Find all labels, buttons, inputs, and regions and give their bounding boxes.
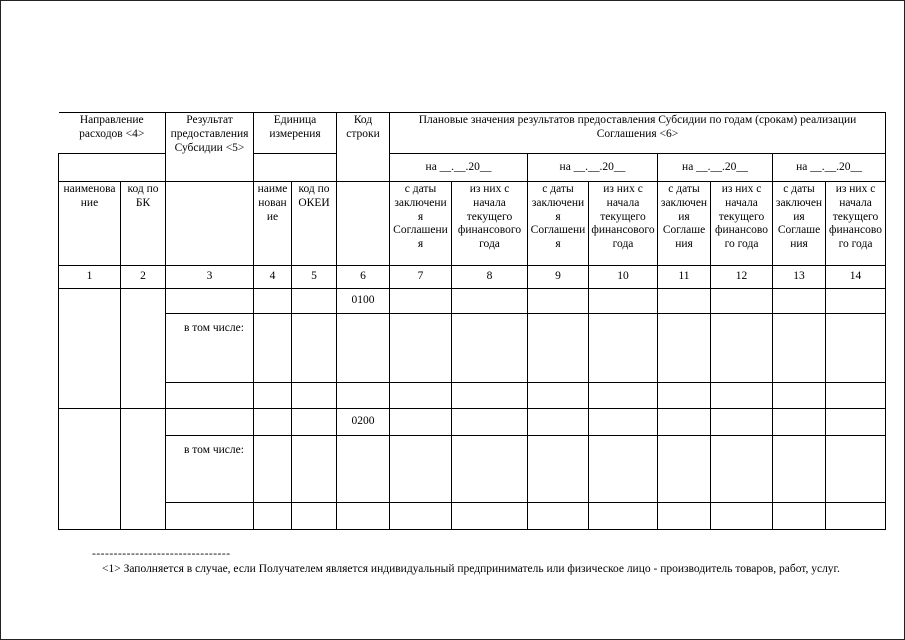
table-cell bbox=[773, 314, 826, 383]
sub-header-bk: код по БК bbox=[121, 182, 166, 266]
header-direction: Направление расходов <4> bbox=[59, 113, 166, 154]
table-cell bbox=[452, 314, 528, 383]
col-num-12: 12 bbox=[711, 266, 773, 289]
header-code-cont bbox=[337, 182, 390, 266]
header-unit: Единица измерения bbox=[254, 113, 337, 154]
table-cell bbox=[773, 436, 826, 503]
table-cell bbox=[773, 409, 826, 436]
table-cell bbox=[337, 503, 390, 530]
table-cell bbox=[773, 503, 826, 530]
table-cell bbox=[589, 383, 658, 409]
table-cell bbox=[711, 383, 773, 409]
table-cell bbox=[390, 436, 452, 503]
sub-header-from-date-2: с даты заключения Соглашения bbox=[528, 182, 589, 266]
row-code-0100: 0100 bbox=[337, 289, 390, 314]
table-cell bbox=[390, 503, 452, 530]
sub-header-name: наименование bbox=[59, 182, 121, 266]
table-cell bbox=[826, 436, 886, 503]
table-cell bbox=[528, 289, 589, 314]
table-cell bbox=[292, 436, 337, 503]
header-plan-values: Плановые значения результатов предоставления Субсидии по годам (срокам) реализации Соглашения <6> bbox=[390, 113, 886, 154]
table-cell bbox=[121, 409, 166, 530]
header-result: Результат предоставления Субсидии <5> bbox=[166, 113, 254, 182]
table-cell bbox=[658, 314, 711, 383]
col-num-3: 3 bbox=[166, 266, 254, 289]
year-header-1: на __.__.20__ bbox=[390, 154, 528, 182]
table-cell bbox=[390, 289, 452, 314]
col-num-14: 14 bbox=[826, 266, 886, 289]
col-num-5: 5 bbox=[292, 266, 337, 289]
sub-header-unit-name: наименование bbox=[254, 182, 292, 266]
table-cell bbox=[337, 314, 390, 383]
table-cell bbox=[254, 383, 292, 409]
header-unit-spacer bbox=[254, 154, 337, 182]
sub-header-okei: код по ОКЕИ bbox=[292, 182, 337, 266]
table-cell bbox=[528, 314, 589, 383]
col-num-8: 8 bbox=[452, 266, 528, 289]
table-cell bbox=[166, 503, 254, 530]
table-cell bbox=[166, 289, 254, 314]
table-cell bbox=[711, 314, 773, 383]
table-cell bbox=[452, 436, 528, 503]
table-cell bbox=[528, 503, 589, 530]
table-cell bbox=[711, 503, 773, 530]
table-cell bbox=[254, 503, 292, 530]
table-cell bbox=[826, 383, 886, 409]
footnote-text: <1> Заполняется в случае, если Получателем является индивидуальный предприниматель или физическое лицо - производитель товаров, работ, услуг. bbox=[102, 563, 840, 575]
including-label-2: в том числе: bbox=[166, 436, 254, 503]
sub-header-from-year-3: из них с начала текущего финансового года bbox=[711, 182, 773, 266]
table-cell bbox=[589, 503, 658, 530]
table-cell bbox=[166, 383, 254, 409]
table-cell bbox=[166, 409, 254, 436]
row-code-0200: 0200 bbox=[337, 409, 390, 436]
col-num-7: 7 bbox=[390, 266, 452, 289]
col-num-6: 6 bbox=[337, 266, 390, 289]
table-cell bbox=[658, 383, 711, 409]
col-num-10: 10 bbox=[589, 266, 658, 289]
table-cell bbox=[589, 314, 658, 383]
sub-header-from-date-4: с даты заключения Соглашения bbox=[773, 182, 826, 266]
table-cell bbox=[254, 436, 292, 503]
table-cell bbox=[528, 436, 589, 503]
col-num-1: 1 bbox=[59, 266, 121, 289]
table-cell bbox=[826, 314, 886, 383]
year-header-3: на __.__.20__ bbox=[658, 154, 773, 182]
including-label-1: в том числе: bbox=[166, 314, 254, 383]
sub-header-from-date-3: с даты заключения Соглашения bbox=[658, 182, 711, 266]
table-cell bbox=[826, 409, 886, 436]
table-cell bbox=[528, 409, 589, 436]
table-cell bbox=[254, 409, 292, 436]
table-cell bbox=[589, 289, 658, 314]
table-cell bbox=[773, 383, 826, 409]
table-cell bbox=[773, 289, 826, 314]
sub-header-from-date-1: с даты заключения Соглашения bbox=[390, 182, 452, 266]
table-cell bbox=[826, 503, 886, 530]
table-cell bbox=[292, 383, 337, 409]
table-cell bbox=[292, 409, 337, 436]
table-cell bbox=[337, 436, 390, 503]
year-header-4: на __.__.20__ bbox=[773, 154, 886, 182]
table-cell bbox=[711, 436, 773, 503]
col-num-9: 9 bbox=[528, 266, 589, 289]
col-num-4: 4 bbox=[254, 266, 292, 289]
table-cell bbox=[121, 289, 166, 409]
table-cell bbox=[254, 289, 292, 314]
sub-header-from-year-1: из них с начала текущего финансового года bbox=[452, 182, 528, 266]
col-num-2: 2 bbox=[121, 266, 166, 289]
table-cell bbox=[59, 289, 121, 409]
table-cell bbox=[452, 289, 528, 314]
table-cell bbox=[711, 289, 773, 314]
table-cell bbox=[337, 383, 390, 409]
table-cell bbox=[292, 289, 337, 314]
sub-header-from-year-4: из них с начала текущего финансового года bbox=[826, 182, 886, 266]
col-num-13: 13 bbox=[773, 266, 826, 289]
table-cell bbox=[292, 314, 337, 383]
table-cell bbox=[254, 314, 292, 383]
table-cell bbox=[658, 436, 711, 503]
table-cell bbox=[452, 503, 528, 530]
sub-header-from-year-2: из них с начала текущего финансового года bbox=[589, 182, 658, 266]
table-cell bbox=[528, 383, 589, 409]
table-cell bbox=[390, 409, 452, 436]
header-result-cont bbox=[166, 182, 254, 266]
table-cell bbox=[658, 503, 711, 530]
table-cell bbox=[658, 409, 711, 436]
table-cell bbox=[59, 409, 121, 530]
table-cell bbox=[452, 383, 528, 409]
footnote-separator: -------------------------------- bbox=[92, 548, 231, 560]
table-cell bbox=[390, 314, 452, 383]
table-cell bbox=[589, 436, 658, 503]
table-cell bbox=[452, 409, 528, 436]
table-cell bbox=[658, 289, 711, 314]
header-code: Код строки bbox=[337, 113, 390, 182]
table-cell bbox=[292, 503, 337, 530]
table-cell bbox=[826, 289, 886, 314]
table-cell bbox=[589, 409, 658, 436]
table-cell bbox=[390, 383, 452, 409]
year-header-2: на __.__.20__ bbox=[528, 154, 658, 182]
header-direction-spacer bbox=[59, 154, 166, 182]
subsidy-results-table bbox=[58, 112, 886, 530]
table-cell bbox=[711, 409, 773, 436]
col-num-11: 11 bbox=[658, 266, 711, 289]
